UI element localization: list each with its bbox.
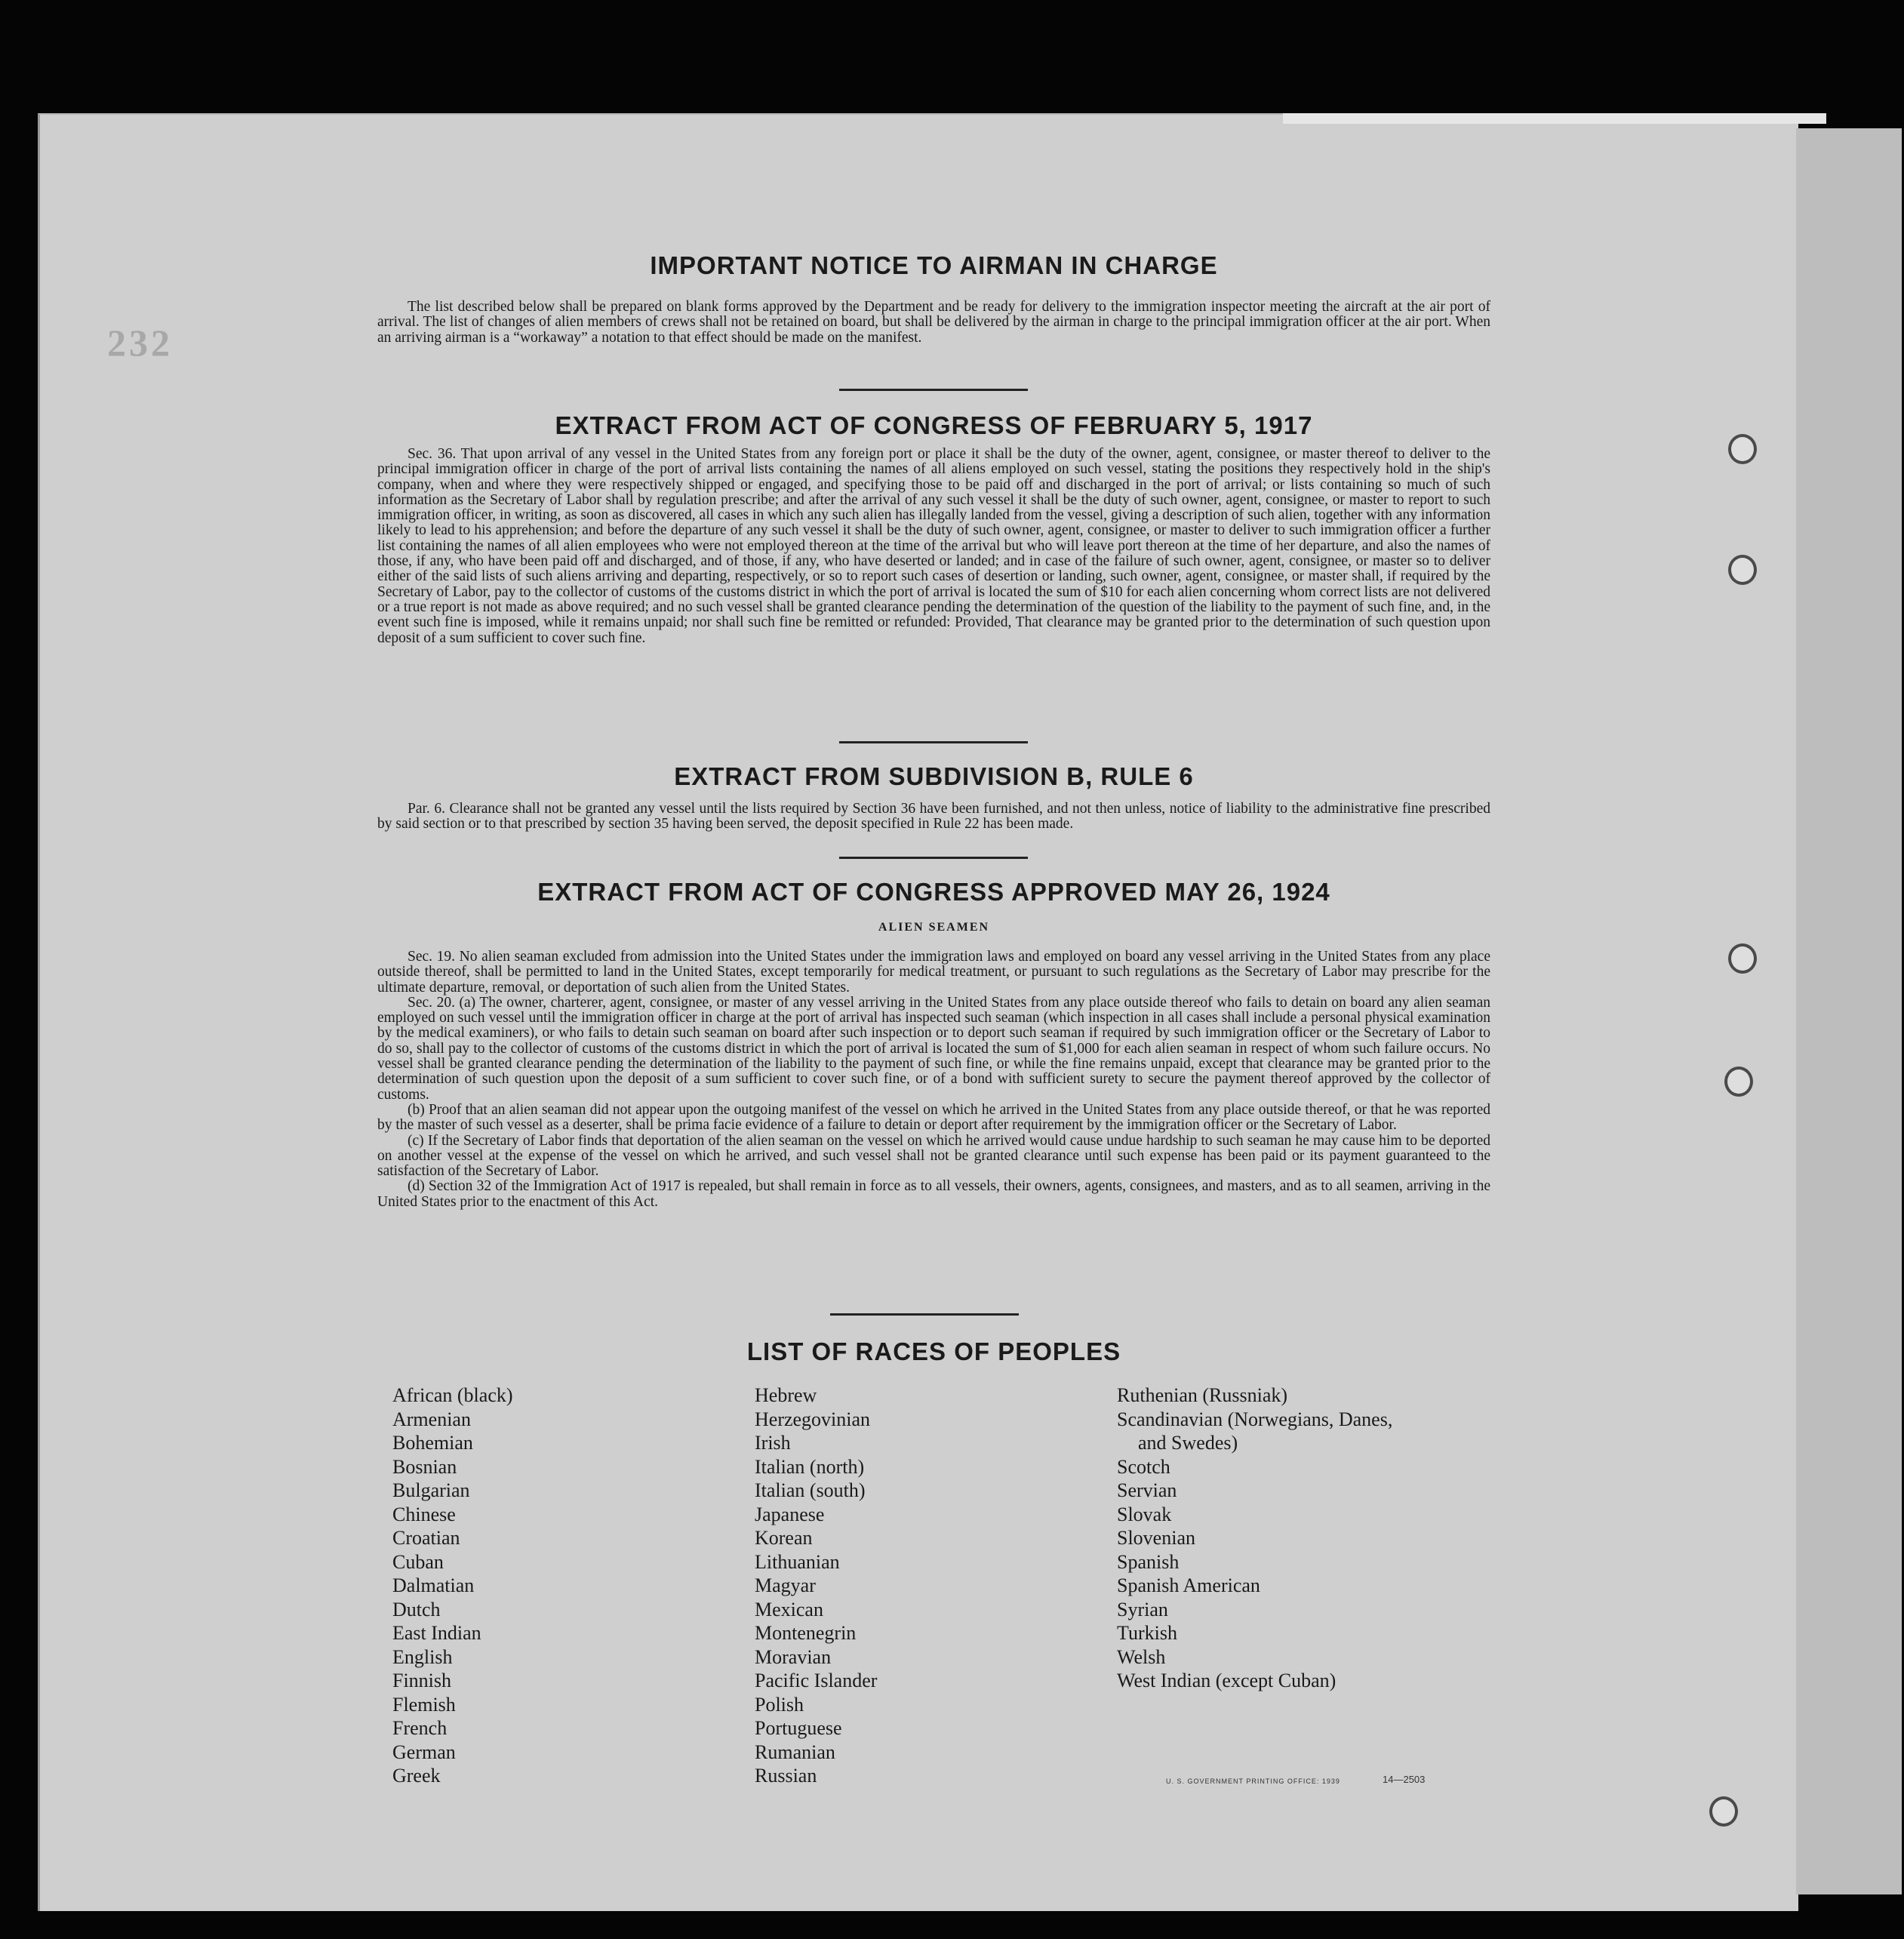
race-item: English	[392, 1645, 453, 1668]
race-item: Magyar	[755, 1574, 816, 1596]
races-heading: LIST OF RACES OF PEOPLES	[746, 1337, 1121, 1365]
race-item: Croatian	[392, 1527, 460, 1549]
race-item: Russian	[755, 1765, 817, 1787]
race-item: Dalmatian	[392, 1574, 475, 1596]
race-item: Cuban	[392, 1550, 444, 1573]
race-item: Portuguese	[755, 1717, 842, 1739]
race-item: East Indian	[392, 1622, 481, 1644]
race-item: Pacific Islander	[755, 1670, 878, 1691]
race-item: Slovak	[1117, 1503, 1172, 1525]
race-item: French	[392, 1717, 448, 1739]
race-item: Chinese	[392, 1503, 456, 1525]
race-item: Finnish	[392, 1670, 452, 1691]
race-item: Spanish	[1117, 1550, 1180, 1573]
section-divider	[839, 741, 1028, 743]
section-divider	[839, 857, 1028, 859]
race-item: Greek	[392, 1765, 441, 1787]
paper-top-edge	[1283, 113, 1826, 124]
printing-office-imprint: U. S. GOVERNMENT PRINTING OFFICE: 1939	[1166, 1777, 1340, 1785]
race-item: Scandinavian (Norwegians, Danes,	[1117, 1408, 1393, 1430]
race-item: Italian (south)	[755, 1479, 866, 1501]
act-1924-heading: EXTRACT FROM ACT OF CONGRESS APPROVED MAY 26, 1924	[537, 878, 1330, 906]
race-item: West Indian (except Cuban)	[1117, 1670, 1336, 1691]
race-item: Japanese	[755, 1503, 825, 1525]
sec-20a-paragraph: Sec. 20. (a) The owner, charterer, agent, consignee, or master of any vessel arriving in the United States from any place outside thereof who fails to detain on board any alien seaman employed on such vessel until the immigration officer in charge at the port of arrival has inspected such seaman (which inspection in all cases shall include a personal physical examination by the medical examiners), or who fails to detain such seaman on board after such inspection or to deport such seaman if required by such immigration officer or the Secretary of Labor to do so, shall pay to the collector of customs of the customs district in which the port of arrival is located the sum of $1,000 for each alien seaman in respect of whom such failure occurs. No vessel shall be granted clearance pending the determination of the liability to the payment of such fine, or while the fine remains unpaid, except that clearance may be granted prior to the determination of such question upon the deposit of a sum sufficient to cover such fine, or of a bond with sufficient surety to secure the payment thereof approved by the collector of customs.	[377, 994, 1490, 1103]
binder-hole	[1728, 434, 1757, 464]
notice-body: The list described below shall be prepared on blank forms approved by the Department and be ready for delivery to the immigration inspector meeting the aircraft at the air port of arrival. The list of changes of alien members of crews shall not be retained on board, but shall be delivered by the airman in charge to the principal immigration officer at the air port. When an arriving airman is a “workaway” a notation to that effect should be made on the manifest.	[377, 299, 1490, 346]
race-item: Armenian	[392, 1408, 471, 1430]
race-item: German	[392, 1740, 456, 1763]
race-item: Korean	[755, 1527, 813, 1549]
notice-heading: IMPORTANT NOTICE TO AIRMAN IN CHARGE	[650, 251, 1218, 279]
races-column-1	[392, 1383, 513, 1788]
race-item: Montenegrin	[755, 1622, 857, 1644]
race-item: Ruthenian (Russniak)	[1117, 1384, 1288, 1406]
race-item: Hebrew	[755, 1384, 817, 1406]
act-1917-heading: EXTRACT FROM ACT OF CONGRESS OF FEBRUARY 5, 1917	[555, 411, 1313, 439]
race-item: Slovenian	[1117, 1527, 1195, 1549]
stamped-page-number: 232	[107, 322, 173, 364]
section-divider	[830, 1313, 1019, 1316]
rule6-body: Par. 6. Clearance shall not be granted any vessel until the lists required by Section 36 have been furnished, and not then unless, notice of liability to the administrative fine prescribed by said section or to that prescribed by section 35 having been served, the deposit specified in Rule 22 has been made.	[377, 801, 1490, 833]
race-item: Flemish	[392, 1693, 456, 1716]
binder-hole	[1728, 555, 1757, 585]
race-item: Scotch	[1117, 1455, 1170, 1478]
underlying-page-edge	[1796, 128, 1902, 1894]
race-item: Irish	[755, 1432, 791, 1454]
race-item: Lithuanian	[755, 1550, 840, 1573]
races-column-3	[1117, 1383, 1392, 1693]
sec-20c-paragraph: (c) If the Secretary of Labor finds that deportation of the alien seaman on the vessel on which he arrived would cause undue hardship to such seaman he may cause him to be deported on another vessel at the expense of the vessel on which he arrived, and such vessel shall not be granted clearance until such expense has been paid or its payment guaranteed to the satisfaction of the Secretary of Labor.	[377, 1132, 1490, 1180]
race-item: Mexican	[755, 1598, 823, 1620]
alien-seamen-subheading: ALIEN SEAMEN	[878, 921, 990, 934]
race-item: African (black)	[392, 1384, 513, 1406]
binder-hole	[1724, 1066, 1753, 1097]
race-item: Moravian	[755, 1645, 832, 1668]
race-item: Italian (north)	[755, 1455, 865, 1478]
race-item: Bosnian	[392, 1455, 457, 1478]
races-column-2	[755, 1383, 877, 1788]
race-item: Servian	[1117, 1479, 1177, 1501]
race-item: Polish	[755, 1693, 804, 1716]
act-1924-body	[377, 949, 1490, 1210]
sec-20b-paragraph: (b) Proof that an alien seaman did not appear upon the outgoing manifest of the vessel on which he arrived in the United States from any place outside thereof, or that he was reported by the master of such vessel as a deserter, shall be prima facie evidence of a failure to detain or deport after requirement by the immigration officer or the Secretary of Labor.	[377, 1101, 1490, 1134]
act-1917-body: Sec. 36. That upon arrival of any vessel in the United States from any foreign port or place it shall be the duty of the owner, agent, consignee, or master thereof to deliver to the principal immigration officer in charge of the port of arrival lists containing the names of all aliens employed on such vessel, stating the positions they respectively hold in the ship's company, when and where they were respectively shipped or engaged, and specifying those to be paid off and discharged in the port of arrival; or lists containing so much of such information as the Secretary of Labor shall by regulation prescribe; and after the arrival of any such vessel it shall be the duty of such owner, agent, consignee, or master to report to such immigration officer, in writing, as soon as discovered, all cases in which any such alien has illegally landed from the vessel, giving a description of such alien, together with any information likely to lead to his apprehension; and before the departure of any such vessel it shall be the duty of such owner, agent, consignee, or master to deliver to such immigration officer a further list containing the names of all alien employees who were not employed thereon at the time of the arrival but who will leave port thereon at the time of her departure, and also the names of those, if any, who have been paid off and discharged, and of those, if any, who have deserted or landed; and in case of the failure of such owner, agent, consignee, or master so to deliver either of the said lists of such aliens arriving and departing, respectively, or so to report such cases of desertion or landing, such owner, agent, consignee, or master shall, if required by the Secretary of Labor, pay to the collector of customs of the customs district in which the port of arrival is located the sum of $10 for each alien concerning whom correct lists are not delivered or a true report is not made as above required; and no such vessel shall be granted clearance pending the determination of the question of the liability to the payment of such fine, and, in the event such fine is imposed, while it remains unpaid; nor shall such fine be remitted or refunded: Provided, That clearance may be granted prior to the determination of such question upon deposit of a sum sufficient to cover such fine.	[377, 446, 1490, 646]
sec-19-paragraph: Sec. 19. No alien seaman excluded from admission into the United States under the immigration laws and employed on board any vessel arriving in the United States from any place outside thereof, shall be permitted to land in the United States, except temporarily for medical treatment, or pursuant to such regulations as the Secretary of Labor may prescribe for the ultimate departure, removal, or deportation of such alien from the United States.	[377, 949, 1490, 996]
sec-20d-paragraph: (d) Section 32 of the Immigration Act of 1917 is repealed, but shall remain in force as to all vessels, their owners, agents, consignees, and masters, and as to all seamen, arriving in the United States prior to the enactment of this Act.	[377, 1178, 1490, 1210]
race-item: Bohemian	[392, 1432, 473, 1454]
race-item: Herzegovinian	[755, 1408, 871, 1430]
race-item: Bulgarian	[392, 1479, 470, 1501]
race-item: Dutch	[392, 1598, 441, 1620]
binder-hole	[1728, 943, 1757, 974]
race-item: Syrian	[1117, 1598, 1168, 1620]
race-item: Turkish	[1117, 1622, 1177, 1644]
binder-hole	[1709, 1796, 1738, 1827]
section-divider	[839, 389, 1028, 391]
rule6-heading: EXTRACT FROM SUBDIVISION B, RULE 6	[674, 762, 1194, 790]
race-item: Welsh	[1117, 1645, 1166, 1668]
form-code: 14—2503	[1383, 1774, 1426, 1785]
race-item: Spanish American	[1117, 1574, 1260, 1596]
race-item: and Swedes)	[1138, 1432, 1238, 1454]
race-item: Rumanian	[755, 1740, 835, 1763]
